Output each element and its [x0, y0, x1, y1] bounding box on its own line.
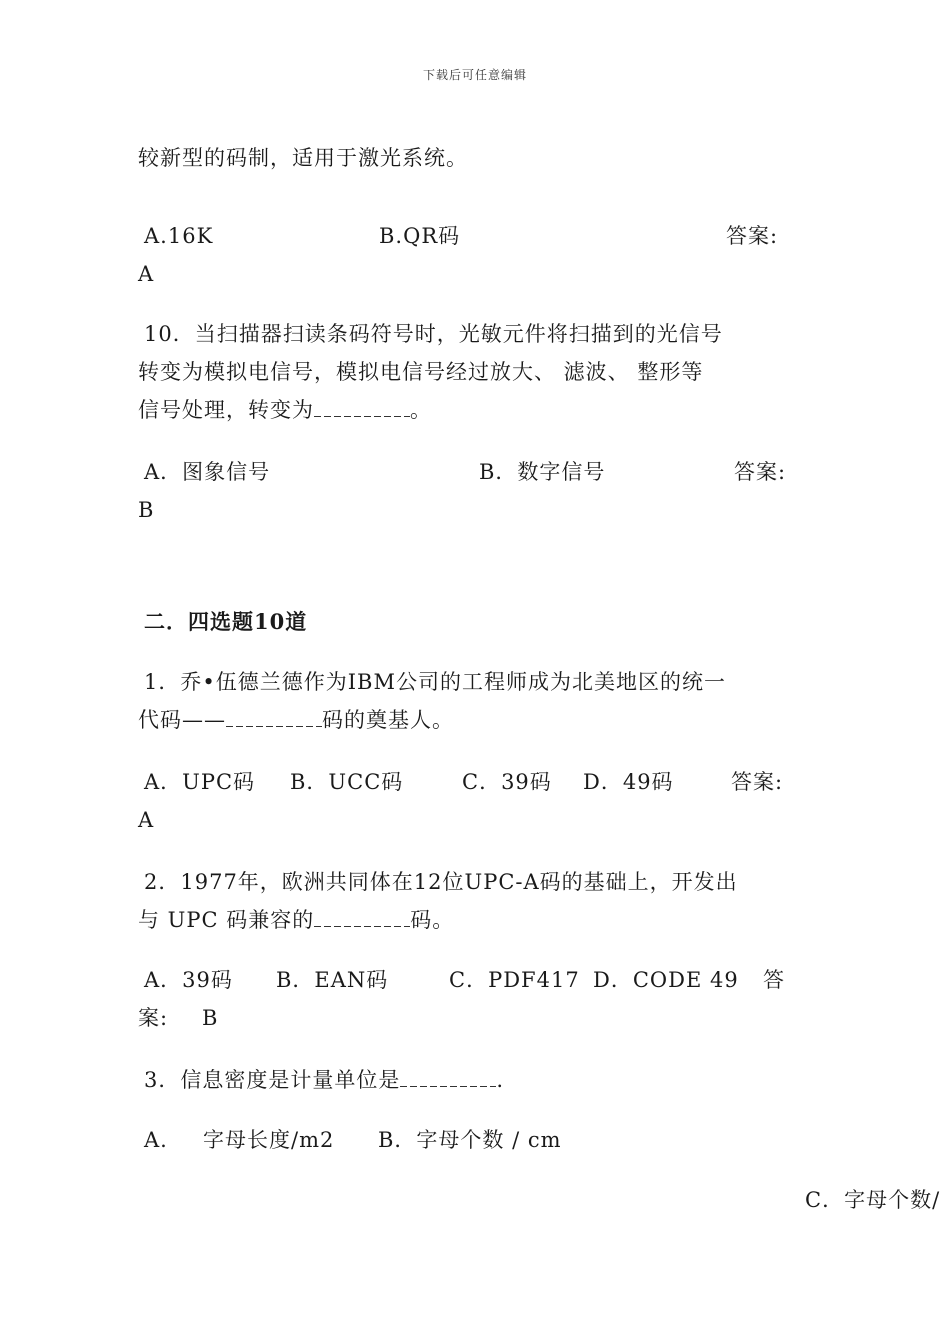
s2q1-line2-end: 码的奠基人。 [322, 708, 454, 732]
q10-line3-text: 信号处理，转变为 [138, 398, 314, 422]
q9-answer-label: 答案: [726, 224, 779, 248]
q9-option-b: B.QR码 [379, 224, 461, 248]
s2q3-option-a: A. [144, 1128, 168, 1152]
q10-option-a: A．图象信号 [144, 460, 271, 484]
s2q2-option-b: B．EAN码 [276, 968, 389, 992]
s2q2-line2-end: 码。 [410, 908, 455, 932]
s2q2-line1: 2．1977年，欧洲共同体在12位UPC-A码的基础上，开发出 [144, 870, 738, 894]
s2q2-answer-label-2: 案: [138, 1006, 169, 1030]
section-title: 二．四选题10道 [144, 609, 308, 634]
s2q3-line1-text: 3．信息密度是计量单位是 [144, 1068, 401, 1092]
q10-answer-label: 答案: [734, 460, 787, 484]
s2q2-answer-label-1: 答 [763, 968, 785, 992]
page-header: 下载后可任意编辑 [422, 68, 527, 82]
s2q1-answer: A [138, 808, 155, 832]
s2q3-line1-end: . [496, 1068, 505, 1092]
s2q1-option-c: C．39码 [462, 770, 552, 794]
s2q1-line2 [138, 708, 454, 733]
s2q3-option-b: B．字母个数 / cm [378, 1128, 562, 1152]
fill-blank [314, 915, 410, 927]
s2q1-option-d: D．49码 [583, 770, 674, 794]
q10-line3 [138, 398, 432, 423]
q9-tail: 较新型的码制，适用于激光系统。 [138, 146, 468, 170]
s2q2-option-a: A．39码 [144, 968, 233, 992]
s2q2-option-c: C．PDF417 [449, 968, 580, 992]
s2q1-line1: 1．乔•伍德兰德作为IBM公司的工程师成为北美地区的统一 [144, 670, 726, 694]
fill-blank [314, 405, 410, 417]
s2q2-option-d: D．CODE 49 [593, 968, 739, 992]
s2q3-option-a-text: 字母长度/m2 [203, 1128, 335, 1152]
q10-option-b: B．数字信号 [479, 460, 606, 484]
s2q1-option-a: A．UPC码 [144, 770, 256, 794]
fill-blank [226, 715, 322, 727]
fill-blank [400, 1075, 496, 1087]
s2q2-line2-text: 与 UPC 码兼容的 [138, 908, 315, 932]
q10-line2: 转变为模拟电信号，模拟电信号经过放大、 滤波、 整形等 [138, 360, 704, 384]
s2q1-line2-text: 代码—— [138, 708, 226, 732]
q10-line1: 10．当扫描器扫读条码符号时，光敏元件将扫描到的光信号 [144, 322, 723, 346]
s2q1-answer-label: 答案: [731, 770, 784, 794]
s2q2-line2 [138, 908, 454, 933]
s2q3-line1 [144, 1068, 504, 1093]
q9-option-a: A.16K [144, 224, 214, 248]
s2q1-option-b: B．UCC码 [290, 770, 404, 794]
q9-answer: A [138, 262, 155, 286]
s2q3-option-c: C．字母个数/ [805, 1188, 941, 1212]
s2q2-answer: B [202, 1006, 219, 1030]
q10-line3-end: 。 [410, 398, 432, 422]
q10-answer: B [138, 498, 155, 522]
